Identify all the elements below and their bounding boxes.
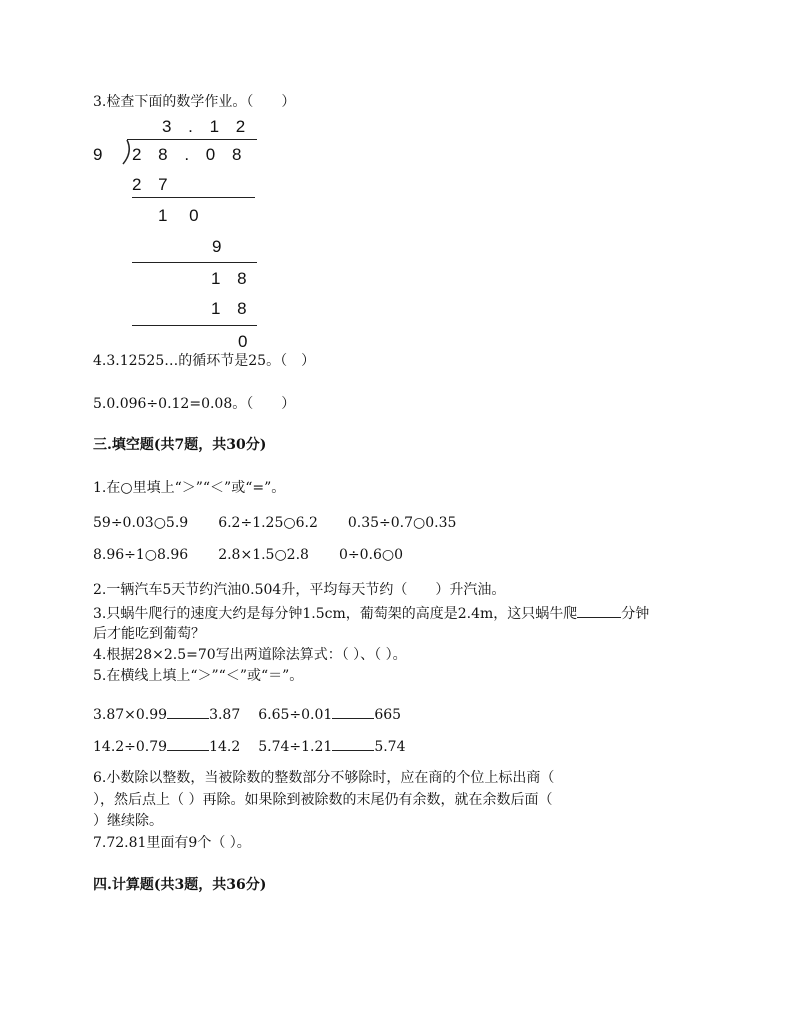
question-3-text: 3.检查下面的数学作业。（ ）	[93, 94, 296, 110]
compare-item: 0.35÷0.7○0.35	[347, 515, 457, 531]
s3-question-7-text: 7.72.81里面有9个（ ）。	[93, 835, 251, 851]
compare-item: 8.96÷1○8.96	[93, 547, 189, 563]
s3-question-6-line-2: ），然后点上（ ）再除。如果除到被除数的末尾仍有余数，就在余数后面（	[93, 792, 553, 808]
section-4-heading: 四.计算题(共3题，共36分)	[93, 877, 267, 893]
s3-question-6-line-3: ）继续除。	[93, 813, 163, 829]
division-remainder-1: 1 0	[158, 206, 199, 225]
s3-question-5-text: 5.在横线上填上“＞”“＜”或“＝”。	[93, 668, 304, 684]
division-dividend: 2 8 . 0 8	[132, 145, 248, 164]
compare-item: 6.2÷1.25○6.2	[218, 515, 318, 531]
s3-question-4-text: 4.根据28×2.5=70写出两道除法算式：（ ）、（ ）。	[93, 647, 407, 663]
s3-question-5-row-1: 3.87×0.99 3.87 6.65÷0.01 665	[93, 704, 401, 724]
division-line-3	[132, 325, 257, 326]
question-4-text: 4.3.12525…的循环节是25。（ ）	[93, 353, 316, 369]
s3-question-6-line-1: 6.小数除以整数，当被除数的整数部分不够除时，应在商的个位上标出商（	[93, 770, 555, 786]
s3-question-5-row-2: 14.2÷0.79 14.2 5.74÷1.21 5.74	[93, 736, 406, 756]
s3-question-2-text: 2.一辆汽车5天节约汽油0.504升，平均每天节约（ ）升汽油。	[93, 582, 506, 598]
s3-question-1-row-2	[93, 546, 403, 564]
division-line-1	[132, 197, 255, 198]
answer-blank[interactable]	[332, 704, 374, 719]
division-remainder-2: 1 8	[211, 269, 253, 288]
division-subtract-1: 2 7	[132, 175, 174, 194]
answer-blank[interactable]	[167, 704, 209, 719]
division-divisor: 9	[93, 145, 103, 164]
answer-blank[interactable]	[332, 736, 374, 751]
s3-question-1-text: 1.在○里填上“＞”“＜”或“=”。	[93, 480, 286, 496]
answer-blank[interactable]	[167, 736, 209, 751]
division-subtract-2: 9	[212, 237, 222, 256]
compare-item: 59÷0.03○5.9	[93, 515, 189, 531]
division-remainder-final: 0	[238, 332, 248, 351]
division-quotient: 3 . 1 2	[162, 117, 252, 136]
s3-question-3-line-2: 后才能吃到葡萄？	[93, 626, 205, 642]
division-subtract-3: 1 8	[211, 299, 253, 318]
question-5-text: 5.0.096÷0.12=0.08。（ ）	[93, 396, 296, 412]
division-line-2	[132, 262, 257, 263]
s3-question-1-row-1	[93, 514, 456, 532]
s3-question-3-line-1: 3.只蜗牛爬行的速度大约是每分钟1.5cm，葡萄架的高度是2.4m，这只蜗牛爬 分钟	[93, 603, 649, 623]
compare-item: 2.8×1.5○2.8	[218, 547, 309, 563]
division-bar	[127, 139, 257, 140]
compare-item: 0÷0.6○0	[338, 547, 403, 563]
answer-blank[interactable]	[577, 603, 621, 618]
section-3-heading: 三.填空题(共7题，共30分)	[93, 437, 267, 453]
